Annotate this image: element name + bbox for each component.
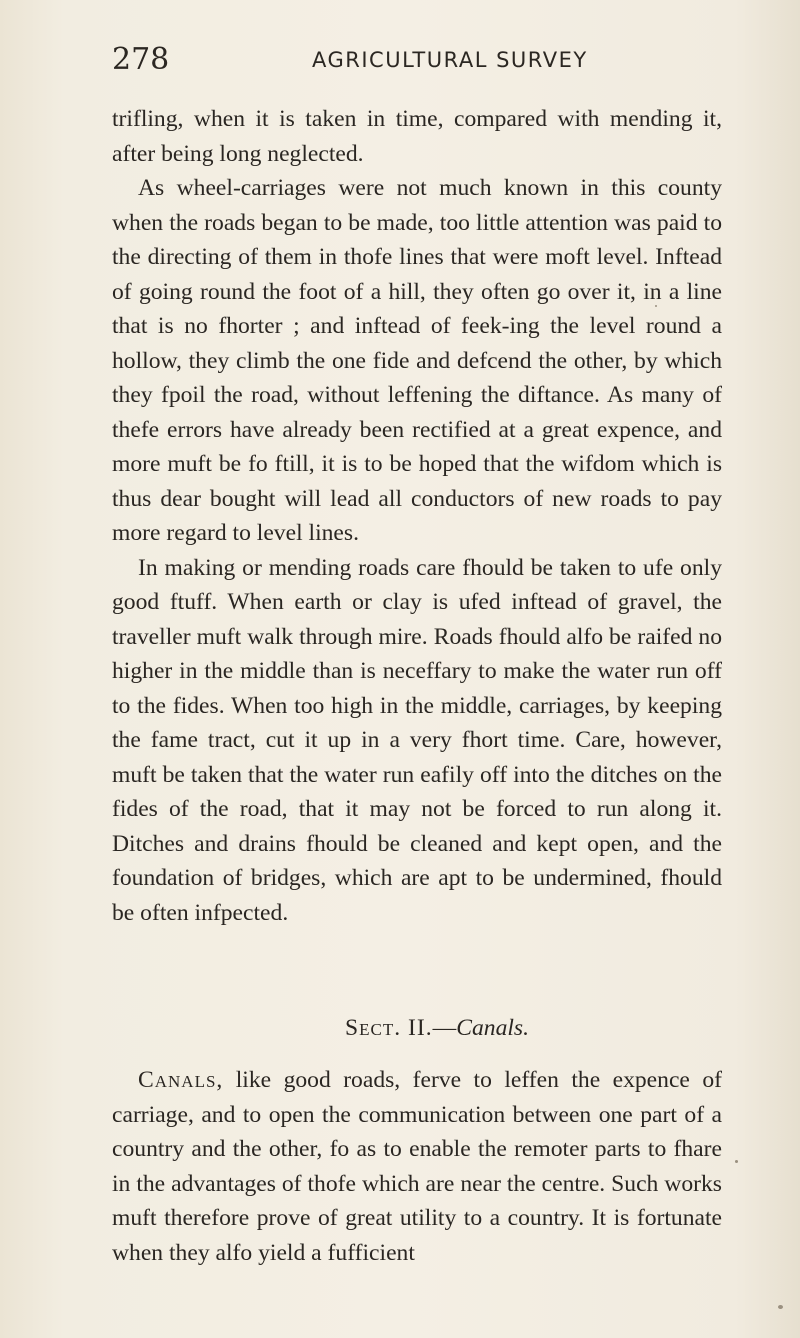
section-label: Sect. II. [345, 1015, 433, 1041]
paragraph-making-roads: In making or mending roads care fhould be taken to ufe only good ftuff. When earth or clay is ufed inftead of gravel, the traveller muft walk through mire. Roads fhould alfo be raifed no higher in the middle than is neceffary to make the water run off to the fides. When too high in the middle, carriages, by keeping the fame tract, cut it up in a very fhort time. Care, however, muft be taken that the water run eafily off into the ditches on the fides of the road, that it may not be forced to run along it. Ditches and drains fhould be cleaned and kept open, and the foundation of bridges, which are apt to be undermined, fhould be often infpected. [112, 554, 722, 926]
paper-speck [735, 1160, 738, 1163]
running-title: AGRICULTURAL SURVEY [312, 48, 588, 72]
paragraph-canals-text: like good roads, ferve to leffen the expence of carriage, and to open the communication between one part of a country and the other, fo as to enable the remoter parts to fhare in the advantages of thofe which are near the centre. Such works muft therefore prove of great utility to a country. It is fortunate when they alfo yield a fufficient [112, 1067, 722, 1266]
running-head [112, 42, 712, 82]
section-heading [112, 1015, 722, 1042]
paragraph-continued: trifling, when it is taken in time, compared with mending it, after being long neglected. [112, 106, 722, 167]
body-text [112, 102, 722, 930]
paper-speck [655, 305, 657, 307]
section-title: Canals. [456, 1015, 529, 1041]
paragraph-canals [112, 1063, 722, 1270]
page-number: 278 [112, 42, 170, 77]
paper-speck [778, 1305, 783, 1309]
paragraph-wheel-carriages: As wheel-carriages were not much known in this county when the roads began to be made, too little attention was paid to the directing of them in thofe lines that were moft level. Inftead of going round the foot of a hill, they often go over it, in a line that is no fhorter ; and inftead of feek-ing the level round a hollow, they climb the one fide and defcend the other, by which they fpoil the road, without leffening the diftance. As many of thefe errors have already been rectified at a great expence, and more muft be fo ftill, it is to be hoped that the wifdom which is thus dear bought will lead all conductors of new roads to pay more regard to level lines. [112, 175, 722, 546]
section-dash: — [432, 1015, 457, 1041]
section-body-text [112, 1063, 722, 1270]
paragraph-lead-word: Canals, [138, 1067, 224, 1093]
